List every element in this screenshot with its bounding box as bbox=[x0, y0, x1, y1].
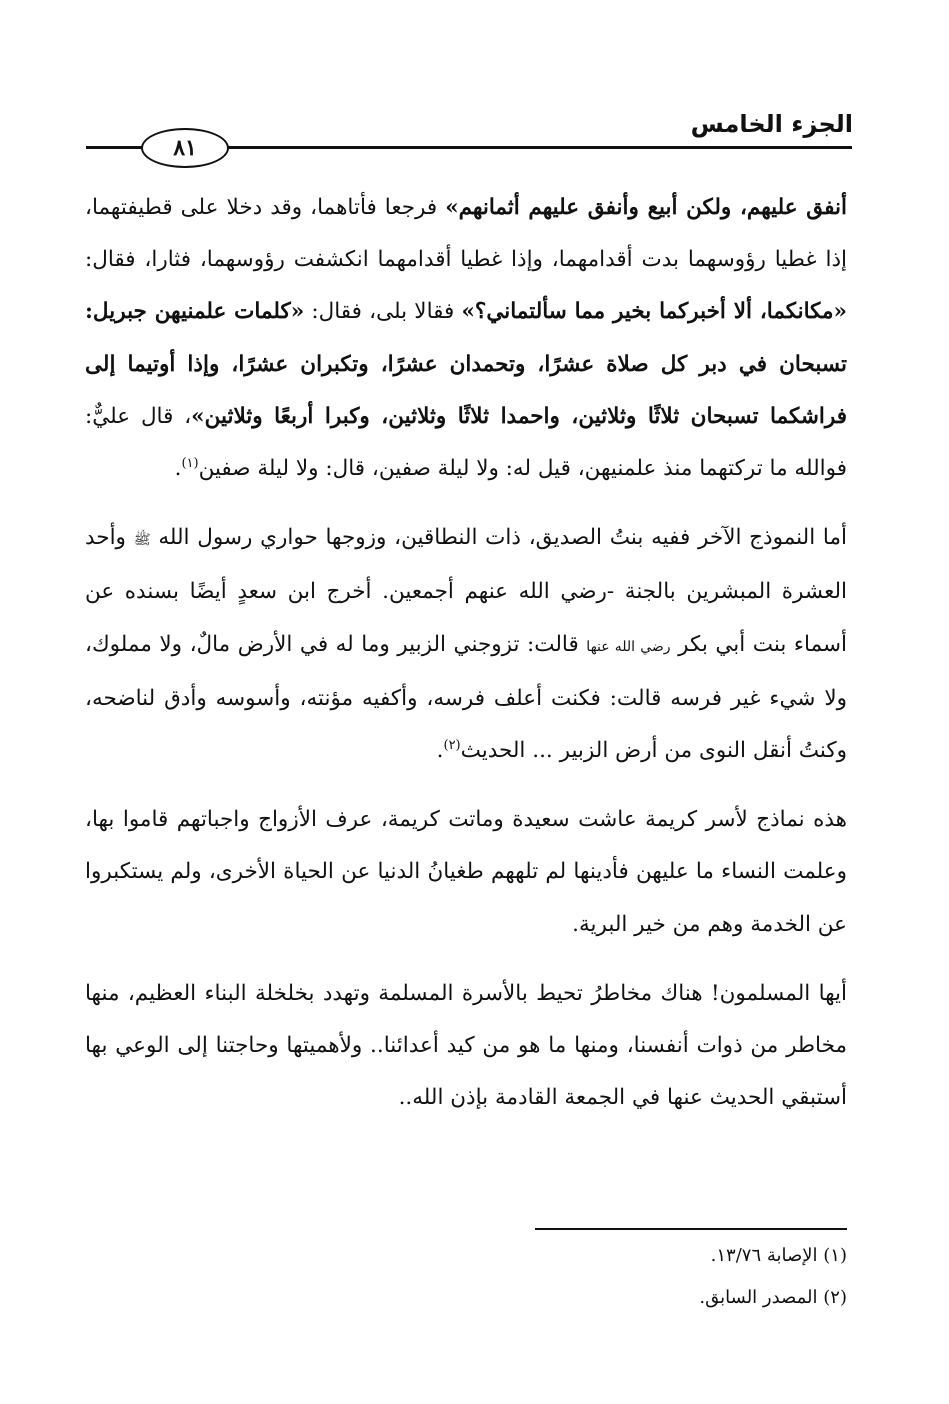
paragraph-3 bbox=[85, 794, 847, 951]
footnote-rule bbox=[535, 1228, 847, 1230]
text-run: هذه نماذج لأسر كريمة عاشت سعيدة وماتت كريمة، عرف الأزواج واجباتهم قاموا بها، وعلمت النساء ما عليهن فأدينها لم تلههم طغيانُ الدنيا عن الحياة الأخرى، ولم يستكبروا عن الخدمة وهم من خير البرية. bbox=[85, 807, 847, 937]
quoted-text: «كلمات علمنيهن جبريل: تسبحان في دبر كل صلاة عشرًا، وتحمدان عشرًا، وتكبران عشرًا، وإذا أوتيما إلى فراشكما تسبحان ثلاثًا وثلاثين، واحمدا ثلاثًا وثلاثين، وكبرا أربعًا وثلاثين» bbox=[85, 299, 848, 429]
text-run: أيها المسلمون! هناك مخاطرُ تحيط بالأسرة المسلمة وتهدد بخلخلة البناء العظيم، منها مخاطر من ذوات أنفسنا، ومنها ما هو من كيد أعدائنا.. ولأهميتها وحاجتنا إلى الوعي بها أستبقي الحديث عنها في الجمعة القادمة بإذن الله.. bbox=[85, 980, 847, 1111]
honorific-glyph: ﷺ bbox=[133, 532, 151, 549]
footnote-1: (١) الإصابة ١٣/٧٦. bbox=[710, 1245, 847, 1266]
page-number: ٨١ bbox=[141, 128, 229, 168]
paragraph-4 bbox=[85, 968, 847, 1125]
footnote-ref: (٢) bbox=[443, 738, 461, 754]
footnote-2: (٢) المصدر السابق. bbox=[699, 1287, 847, 1308]
text-run: أما النموذج الآخر ففيه بنتُ الصديق، ذات النطاقين، وزوجها حواري رسول الله bbox=[150, 525, 847, 551]
quoted-text: أنفق عليهم، ولكن أبيع وأنفق عليهم أثمانهم» bbox=[445, 195, 847, 220]
text-run: قالت: تزوجني الزبير وما له في الأرض مالٌ، ولا مملوك، ولا شيء غير فرسه قالت: فكنت أعلف فرسه، وأكفيه مؤنته، وأسوسه وأدق لناضحه، وكنتُ أنقل النوى من أرض الزبير ... الحديث bbox=[85, 631, 847, 764]
running-header: الجزء الخامس bbox=[690, 110, 853, 138]
text-run: . bbox=[174, 456, 182, 482]
text-run: . bbox=[436, 738, 444, 764]
footnote-ref: (١) bbox=[181, 456, 199, 472]
paragraph-1 bbox=[85, 182, 847, 495]
text-run: ، قال عليٌّ: فوالله ما تركتهما منذ علمنيهن، قيل له: ولا ليلة صفين، قال: ولا ليلة صفين bbox=[85, 403, 847, 482]
text-run: وأحد العشرة المبشرين بالجنة -رضي الله عنهم أجمعين. أخرج ابن سعدٍ أيضًا بسنده عن أسماء بنت أبي بكر bbox=[85, 525, 847, 657]
text-run: فقالا بلى، فقال: bbox=[304, 299, 462, 325]
body-text bbox=[85, 182, 847, 1124]
quoted-text: «مكانكما، ألا أخبركما بخير مما سألتماني؟» bbox=[461, 299, 847, 325]
paragraph-2 bbox=[85, 512, 847, 777]
honorific-glyph: رضي الله عنها bbox=[586, 638, 671, 655]
text-run: فرجعا فأتاهما، وقد دخلا على قطيفتهما، إذا غطيا رؤوسهما بدت أقدامهما، وإذا غطيا أقدامهما انكشفت رؤوسهما، فثارا، فقال: bbox=[85, 195, 847, 273]
